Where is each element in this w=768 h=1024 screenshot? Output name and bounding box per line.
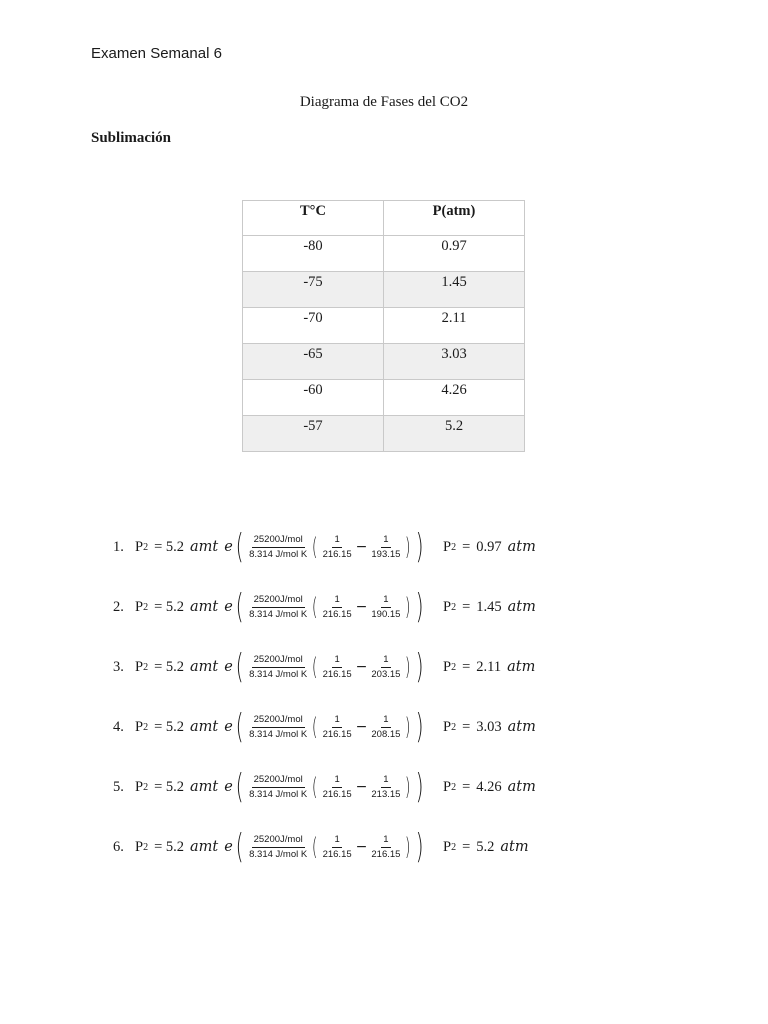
p-subscript: 2 xyxy=(451,601,457,613)
right-outer-paren: ) xyxy=(415,827,424,867)
result-value: 5.2 xyxy=(476,838,495,855)
energy-numerator: 25200J/mol xyxy=(252,714,305,728)
exponential-e: e xyxy=(224,539,233,555)
p-subscript: 2 xyxy=(143,541,149,553)
right-outer-paren: ) xyxy=(415,587,424,627)
unit-label: amt xyxy=(190,839,219,855)
right-outer-paren: ) xyxy=(415,647,424,687)
sample-temperature: 193.15 xyxy=(371,548,401,560)
p-symbol: P xyxy=(443,838,452,855)
fraction-one: 1 xyxy=(332,534,341,548)
minus-sign: − xyxy=(355,599,368,615)
left-inner-paren: ( xyxy=(312,833,318,861)
reference-temperature: 216.15 xyxy=(322,668,352,680)
unit-label: amt xyxy=(190,659,219,675)
cell-temperature: -60 xyxy=(243,380,384,416)
p-subscript: 2 xyxy=(451,661,457,673)
cell-pressure: 0.97 xyxy=(384,236,525,272)
fraction-one: 1 xyxy=(332,594,341,608)
equation-row xyxy=(113,583,426,631)
exponential-e: e xyxy=(224,839,233,855)
cell-temperature: -70 xyxy=(243,308,384,344)
equation-result xyxy=(443,763,536,811)
right-inner-paren: ) xyxy=(405,713,411,741)
reference-fraction xyxy=(321,534,354,561)
p-symbol: P xyxy=(443,598,452,615)
p-symbol: P xyxy=(135,778,144,795)
p-symbol: P xyxy=(443,718,452,735)
energy-numerator: 25200J/mol xyxy=(252,774,305,788)
sample-temperature: 190.15 xyxy=(371,608,401,620)
result-value: 4.26 xyxy=(476,778,502,795)
left-outer-paren: ( xyxy=(235,587,244,627)
result-value: 2.11 xyxy=(476,658,502,675)
equation-result xyxy=(443,523,536,571)
equation-row xyxy=(113,643,426,691)
equation-number: 3. xyxy=(113,658,124,675)
p-subscript: 2 xyxy=(143,841,149,853)
equation-number: 1. xyxy=(113,538,124,555)
result-value: 1.45 xyxy=(476,598,502,615)
gas-constant-denominator: 8.314 J/mol K xyxy=(249,608,308,620)
document-header: Examen Semanal 6 xyxy=(91,45,222,62)
energy-numerator: 25200J/mol xyxy=(252,534,305,548)
equation-result xyxy=(443,703,536,751)
right-inner-paren: ) xyxy=(405,773,411,801)
fraction-one: 1 xyxy=(381,834,390,848)
exponential-e: e xyxy=(224,779,233,795)
reference-temperature: 216.15 xyxy=(322,788,352,800)
reference-temperature: 216.15 xyxy=(322,728,352,740)
reference-temperature: 216.15 xyxy=(322,848,352,860)
p-symbol: P xyxy=(135,658,144,675)
gas-constant-denominator: 8.314 J/mol K xyxy=(249,728,308,740)
energy-fraction xyxy=(247,774,309,801)
p-symbol: P xyxy=(135,718,144,735)
energy-fraction xyxy=(247,654,309,681)
equals-sign: = xyxy=(462,718,471,735)
cell-pressure: 5.2 xyxy=(384,416,525,452)
left-inner-paren: ( xyxy=(312,773,318,801)
coefficient: = 5.2 xyxy=(154,778,185,795)
equals-sign: = xyxy=(462,598,471,615)
result-unit: atm xyxy=(507,539,536,555)
cell-pressure: 4.26 xyxy=(384,380,525,416)
equation-row xyxy=(113,763,426,811)
unit-label: amt xyxy=(190,779,219,795)
unit-label: amt xyxy=(190,539,219,555)
cell-temperature: -57 xyxy=(243,416,384,452)
sample-temperature: 203.15 xyxy=(371,668,401,680)
p-subscript: 2 xyxy=(143,601,149,613)
cell-pressure: 3.03 xyxy=(384,344,525,380)
coefficient: = 5.2 xyxy=(154,658,185,675)
sample-fraction xyxy=(369,534,402,561)
right-inner-paren: ) xyxy=(405,593,411,621)
table-row xyxy=(243,272,525,308)
unit-label: amt xyxy=(190,719,219,735)
sample-fraction xyxy=(369,834,402,861)
energy-fraction xyxy=(247,714,309,741)
equals-sign: = xyxy=(462,778,471,795)
table-row xyxy=(243,344,525,380)
cell-pressure: 1.45 xyxy=(384,272,525,308)
left-outer-paren: ( xyxy=(235,767,244,807)
cell-pressure: 2.11 xyxy=(384,308,525,344)
fraction-one: 1 xyxy=(332,714,341,728)
cell-temperature: -75 xyxy=(243,272,384,308)
gas-constant-denominator: 8.314 J/mol K xyxy=(249,848,308,860)
energy-fraction xyxy=(247,594,309,621)
energy-numerator: 25200J/mol xyxy=(252,834,305,848)
reference-temperature: 216.15 xyxy=(322,608,352,620)
right-outer-paren: ) xyxy=(415,527,424,567)
result-unit: atm xyxy=(507,779,536,795)
p-symbol: P xyxy=(135,838,144,855)
result-unit: atm xyxy=(507,599,536,615)
gas-constant-denominator: 8.314 J/mol K xyxy=(249,548,308,560)
reference-temperature: 216.15 xyxy=(322,548,352,560)
exponential-e: e xyxy=(224,599,233,615)
reference-fraction xyxy=(321,774,354,801)
table-row xyxy=(243,416,525,452)
left-outer-paren: ( xyxy=(235,827,244,867)
left-outer-paren: ( xyxy=(235,707,244,747)
exponential-e: e xyxy=(224,719,233,735)
fraction-one: 1 xyxy=(381,534,390,548)
reference-fraction xyxy=(321,834,354,861)
left-inner-paren: ( xyxy=(312,713,318,741)
sample-temperature: 208.15 xyxy=(371,728,401,740)
table-row xyxy=(243,308,525,344)
exponential-e: e xyxy=(224,659,233,675)
equation-number: 5. xyxy=(113,778,124,795)
sample-fraction xyxy=(369,774,402,801)
minus-sign: − xyxy=(355,719,368,735)
p-subscript: 2 xyxy=(143,721,149,733)
energy-fraction xyxy=(247,534,309,561)
result-unit: atm xyxy=(507,719,536,735)
fraction-one: 1 xyxy=(381,714,390,728)
right-outer-paren: ) xyxy=(415,707,424,747)
fraction-one: 1 xyxy=(332,834,341,848)
fraction-one: 1 xyxy=(332,654,341,668)
p-symbol: P xyxy=(443,658,452,675)
equals-sign: = xyxy=(462,658,471,675)
equals-sign: = xyxy=(462,838,471,855)
equation-row xyxy=(113,523,426,571)
sample-fraction xyxy=(369,714,402,741)
energy-numerator: 25200J/mol xyxy=(252,654,305,668)
sample-temperature: 213.15 xyxy=(371,788,401,800)
equation-result xyxy=(443,583,536,631)
equation-number: 6. xyxy=(113,838,124,855)
equation-number: 4. xyxy=(113,718,124,735)
unit-label: amt xyxy=(190,599,219,615)
right-inner-paren: ) xyxy=(405,833,411,861)
p-symbol: P xyxy=(135,598,144,615)
p-subscript: 2 xyxy=(451,781,457,793)
result-value: 0.97 xyxy=(476,538,502,555)
data-table xyxy=(242,200,525,452)
equation-result xyxy=(443,643,535,691)
p-subscript: 2 xyxy=(143,781,149,793)
cell-temperature: -80 xyxy=(243,236,384,272)
minus-sign: − xyxy=(355,839,368,855)
reference-fraction xyxy=(321,654,354,681)
p-subscript: 2 xyxy=(451,721,457,733)
left-inner-paren: ( xyxy=(312,593,318,621)
column-header-temperature: T°C xyxy=(243,201,384,236)
reference-fraction xyxy=(321,594,354,621)
gas-constant-denominator: 8.314 J/mol K xyxy=(249,668,308,680)
fraction-one: 1 xyxy=(332,774,341,788)
coefficient: = 5.2 xyxy=(154,718,185,735)
p-symbol: P xyxy=(443,778,452,795)
equation-result xyxy=(443,823,529,871)
fraction-one: 1 xyxy=(381,654,390,668)
p-symbol: P xyxy=(443,538,452,555)
left-outer-paren: ( xyxy=(235,527,244,567)
minus-sign: − xyxy=(355,779,368,795)
coefficient: = 5.2 xyxy=(154,598,185,615)
right-outer-paren: ) xyxy=(415,767,424,807)
result-unit: atm xyxy=(500,839,529,855)
fraction-one: 1 xyxy=(381,594,390,608)
p-subscript: 2 xyxy=(451,841,457,853)
minus-sign: − xyxy=(355,539,368,555)
column-header-pressure: P(atm) xyxy=(384,201,525,236)
reference-fraction xyxy=(321,714,354,741)
minus-sign: − xyxy=(355,659,368,675)
section-heading: Sublimación xyxy=(91,130,172,146)
table-row xyxy=(243,236,525,272)
left-outer-paren: ( xyxy=(235,647,244,687)
sample-temperature: 216.15 xyxy=(371,848,401,860)
p-subscript: 2 xyxy=(451,541,457,553)
result-unit: atm xyxy=(507,659,536,675)
equation-number: 2. xyxy=(113,598,124,615)
right-inner-paren: ) xyxy=(405,533,411,561)
equation-row xyxy=(113,823,426,871)
coefficient: = 5.2 xyxy=(154,538,185,555)
gas-constant-denominator: 8.314 J/mol K xyxy=(249,788,308,800)
sample-fraction xyxy=(369,594,402,621)
equation-row xyxy=(113,703,426,751)
coefficient: = 5.2 xyxy=(154,838,185,855)
p-subscript: 2 xyxy=(143,661,149,673)
p-symbol: P xyxy=(135,538,144,555)
equals-sign: = xyxy=(462,538,471,555)
table-header-row xyxy=(243,201,525,236)
document-title: Diagrama de Fases del CO2 xyxy=(299,94,469,110)
energy-numerator: 25200J/mol xyxy=(252,594,305,608)
cell-temperature: -65 xyxy=(243,344,384,380)
right-inner-paren: ) xyxy=(405,653,411,681)
sample-fraction xyxy=(369,654,402,681)
fraction-one: 1 xyxy=(381,774,390,788)
result-value: 3.03 xyxy=(476,718,502,735)
left-inner-paren: ( xyxy=(312,653,318,681)
left-inner-paren: ( xyxy=(312,533,318,561)
table-row xyxy=(243,380,525,416)
energy-fraction xyxy=(247,834,309,861)
